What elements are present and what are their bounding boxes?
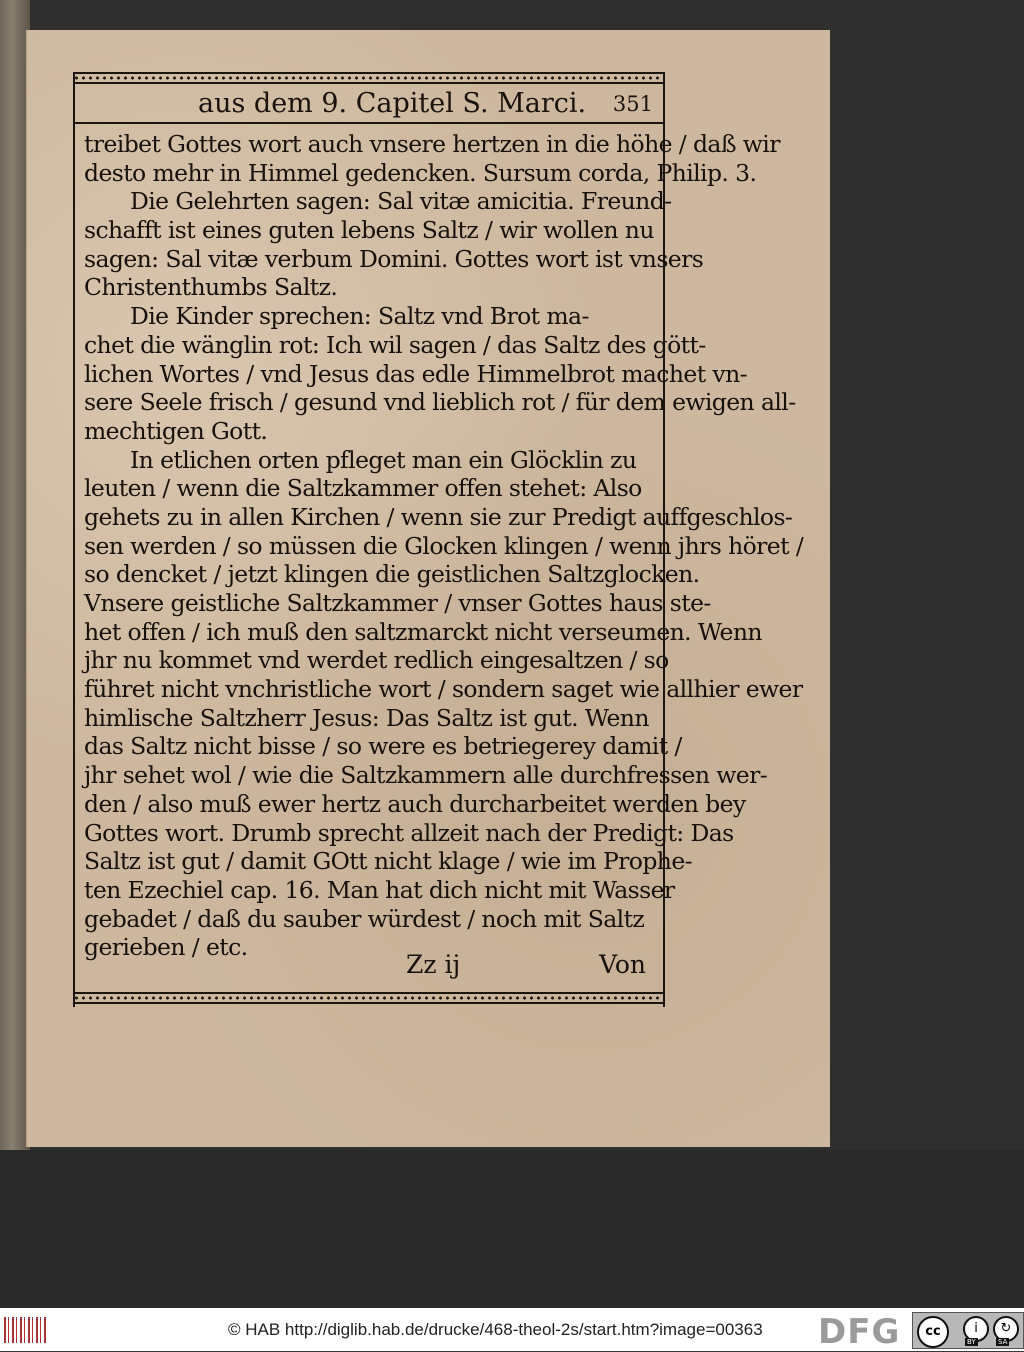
text-line: das Saltz nicht bisse / so were es betriegerey damit / <box>84 732 682 761</box>
text-line: schafft ist eines guten lebens Saltz / wir wollen nu <box>84 216 654 245</box>
text-line: ten Ezechiel cap. 16. Man hat dich nicht mit Wasser <box>84 875 675 904</box>
viewer-footer <box>0 1308 1024 1351</box>
text-line: führet nicht vnchristliche wort / sondern saget wie allhier ewer <box>84 675 803 704</box>
source-credit[interactable]: © HAB http://diglib.hab.de/drucke/468-theol-2s/start.htm?image=00363 <box>228 1320 763 1339</box>
dfg-logo: DFG <box>818 1312 901 1352</box>
attribution-icon: i <box>963 1316 989 1342</box>
by-label: BY <box>967 1338 976 1346</box>
text-line: leuten / wenn die Saltzkammer offen stehet: Also <box>84 474 642 503</box>
cc-license-badge[interactable] <box>912 1312 1024 1349</box>
scan-lower-background <box>0 1150 1024 1308</box>
text-line: jhr nu kommet vnd werdet redlich eingesaltzen / so <box>84 646 669 675</box>
text-line: desto mehr in Himmel gedencken. Sursum corda, Philip. 3. <box>84 158 757 187</box>
share-alike-icon: ↻ <box>993 1316 1019 1342</box>
text-line: so dencket / jetzt klingen die geistlichen Saltzglocken. <box>84 560 700 589</box>
page-number: 351 <box>612 92 653 116</box>
text-line: Saltz ist gut / damit GOtt nicht klage / wie im Prophe- <box>84 847 692 876</box>
text-line: jhr sehet wol / wie die Saltzkammern alle durchfressen wer- <box>84 761 768 790</box>
text-line: het offen / ich muß den saltzmarckt nicht verseumen. Wenn <box>84 617 762 646</box>
page-catch-line <box>84 948 654 984</box>
header-rule <box>73 122 663 126</box>
text-line: chet die wänglin rot: Ich wil sagen / das Saltz des gött- <box>84 330 706 359</box>
text-line: himlische Saltzherr Jesus: Das Saltz ist gut. Wenn <box>84 703 649 732</box>
text-line: sere Seele frisch / gesund vnd lieblich rot / für dem ewigen all- <box>84 388 796 417</box>
sa-label: SA <box>998 1338 1008 1346</box>
text-line: Christenthumbs Saltz. <box>84 273 338 302</box>
text-line: gebadet / daß du sauber würdest / noch mit Saltz <box>84 904 645 933</box>
bottom-ornament-rule <box>73 992 663 1004</box>
text-line: In etlichen orten pfleget man ein Glöcklin zu <box>130 445 637 474</box>
text-line: Die Gelehrten sagen: Sal vitæ amicitia. Freund- <box>130 187 672 216</box>
body-text <box>84 130 804 962</box>
text-line: gerieben / etc. <box>84 933 248 962</box>
text-line: treibet Gottes wort auch vnsere hertzen in die höhe / daß wir <box>84 130 780 158</box>
text-line: sagen: Sal vitæ verbum Domini. Gottes wort ist vnsers <box>84 244 704 273</box>
running-title: aus dem 9. Capitel S. Marci. <box>198 88 587 119</box>
barcode-icon <box>4 1317 48 1343</box>
text-line: gehets zu in allen Kirchen / wenn sie zur Predigt auffgeschlos- <box>84 502 793 531</box>
text-line: lichen Wortes / vnd Jesus das edle Himmelbrot machet vn- <box>84 359 747 388</box>
text-line: Vnsere geistliche Saltzkammer / vnser Gottes haus ste- <box>84 589 711 617</box>
text-line: sen werden / so müssen die Glocken klingen / wenn jhrs höret / <box>84 531 804 560</box>
text-line: Die Kinder sprechen: Saltz vnd Brot ma- <box>130 302 589 331</box>
cc-icon: cc <box>917 1316 949 1348</box>
text-line: Gottes wort. Drumb sprecht allzeit nach der Predigt: Das <box>84 818 734 847</box>
text-line: den / also muß ewer hertz auch durcharbeitet werden bey <box>84 789 746 818</box>
signature-mark: Zz ij <box>406 950 461 979</box>
text-line: mechtigen Gott. <box>84 416 268 445</box>
catchword: Von <box>599 950 646 979</box>
page-header <box>80 86 655 122</box>
